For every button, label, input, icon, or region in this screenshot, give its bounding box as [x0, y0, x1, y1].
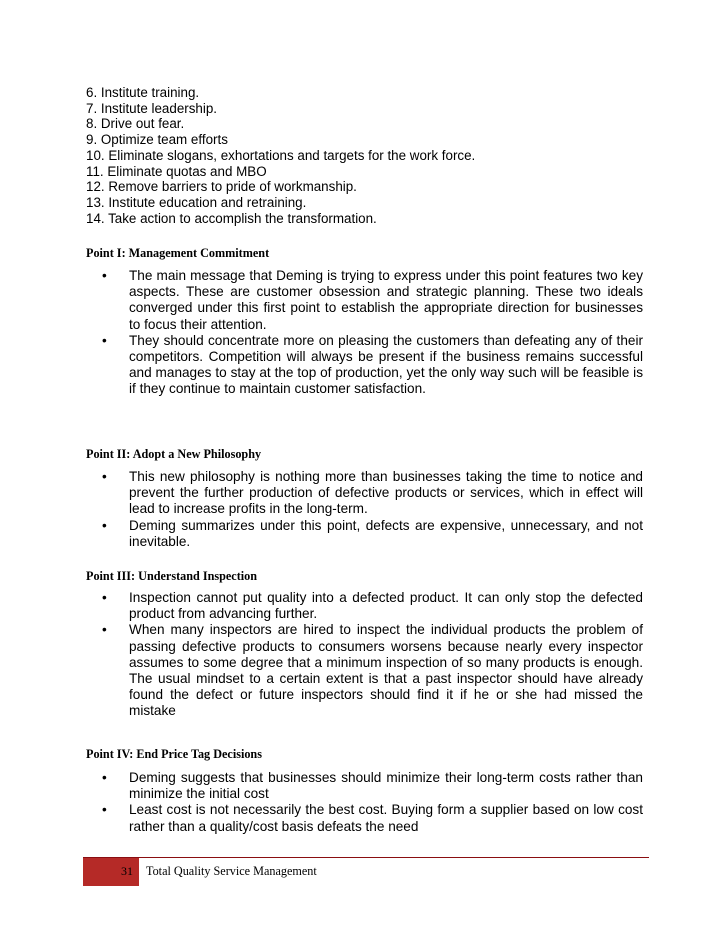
list-item: 14. Take action to accomplish the transformation. [86, 210, 377, 226]
bullet-text: Inspection cannot put quality into a defected product. It can only stop the defected product from advancing further. [129, 590, 643, 622]
bullet-item [86, 268, 643, 333]
section-heading-point-2 [86, 447, 261, 462]
bullet-icon: • [102, 332, 107, 348]
bullet-item [86, 469, 643, 518]
numbered-list [86, 85, 646, 226]
footer-title: Total Quality Service Management [146, 864, 317, 878]
bullet-item [86, 770, 643, 802]
page-number-box [83, 858, 139, 886]
bullet-item [86, 802, 643, 834]
bullet-icon: • [102, 802, 107, 818]
bullet-text: When many inspectors are hired to inspect the individual products the problem of passing defective products to consumers worsens because nearly every inspector assumes to some degree that a minimum inspection of so many products is enough. The usual mindset to a certain extent is that a past inspector should have already found the defect or future inspectors should find it if he or she had missed the mistake [129, 622, 643, 719]
bullet-icon: • [102, 268, 107, 283]
bullet-list-point-3 [86, 590, 643, 720]
bullet-text: Deming summarizes under this point, defects are expensive, unnecessary, and not inevitable. [129, 517, 643, 549]
section-heading-point-4 [86, 747, 262, 762]
bullet-icon: • [102, 622, 107, 638]
heading-title: : End Price Tag Decisions [129, 747, 262, 761]
list-item: 6. Institute training. [86, 85, 200, 100]
heading-point-label: Point IV [86, 747, 130, 761]
bullet-icon: • [102, 517, 107, 533]
list-item: 12. Remove barriers to pride of workmanship. [86, 179, 357, 195]
bullet-icon: • [102, 770, 107, 785]
bullet-list-point-4 [86, 770, 643, 835]
bullet-item [86, 622, 643, 719]
heading-point-label: Point III [86, 569, 132, 583]
bullet-text: This new philosophy is nothing more than businesses taking the time to notice and prevent the further production of defective products or services, which in effect will lead to increase profits in the long-term. [129, 469, 643, 517]
section-heading-point-3 [86, 569, 257, 584]
bullet-text: The main message that Deming is trying to express under this point features two key aspects. These are customer obsession and strategic planning. These two ideals converged under this first point to establish the appropriate direction for businesses to focus their attention. [129, 268, 643, 332]
list-item: 9. Optimize team efforts [86, 132, 228, 148]
bullet-icon: • [102, 590, 107, 605]
bullet-list-point-2 [86, 469, 643, 550]
heading-point-label: Point II [86, 447, 127, 461]
bullet-item [86, 590, 643, 622]
bullet-text: They should concentrate more on pleasing the customers than defeating any of their competitors. Competition will always be present if the business remains successful and manages to stay at the top of production, yet the only way such will be feasible is if they continue to maintain customer satisfaction. [129, 332, 643, 397]
list-item: 13. Institute education and retraining. [86, 194, 307, 210]
list-item: 11. Eliminate quotas and MBO [86, 163, 267, 179]
bullet-text: Least cost is not necessarily the best cost. Buying form a supplier based on low cost rather than a quality/cost basis defeats the need [129, 802, 643, 834]
list-item: 10. Eliminate slogans, exhortations and targets for the work force. [86, 147, 476, 163]
list-item: 7. Institute leadership. [86, 100, 218, 116]
section-heading-point-1 [86, 246, 269, 261]
bullet-text: Deming suggests that businesses should minimize their long-term costs rather than minimize the initial cost [129, 770, 643, 802]
bullet-icon: • [102, 469, 107, 484]
page-number: 31 [121, 864, 133, 878]
footer-divider [83, 857, 649, 858]
heading-title: : Understand Inspection [131, 569, 258, 583]
bullet-item [86, 518, 643, 550]
heading-point-label: Point I [86, 246, 122, 260]
bullet-item [86, 333, 643, 398]
heading-title: : Management Commitment [121, 246, 270, 260]
heading-title: : Adopt a New Philosophy [126, 447, 262, 461]
bullet-list-point-1 [86, 268, 643, 398]
list-item: 8. Drive out fear. [86, 116, 185, 132]
